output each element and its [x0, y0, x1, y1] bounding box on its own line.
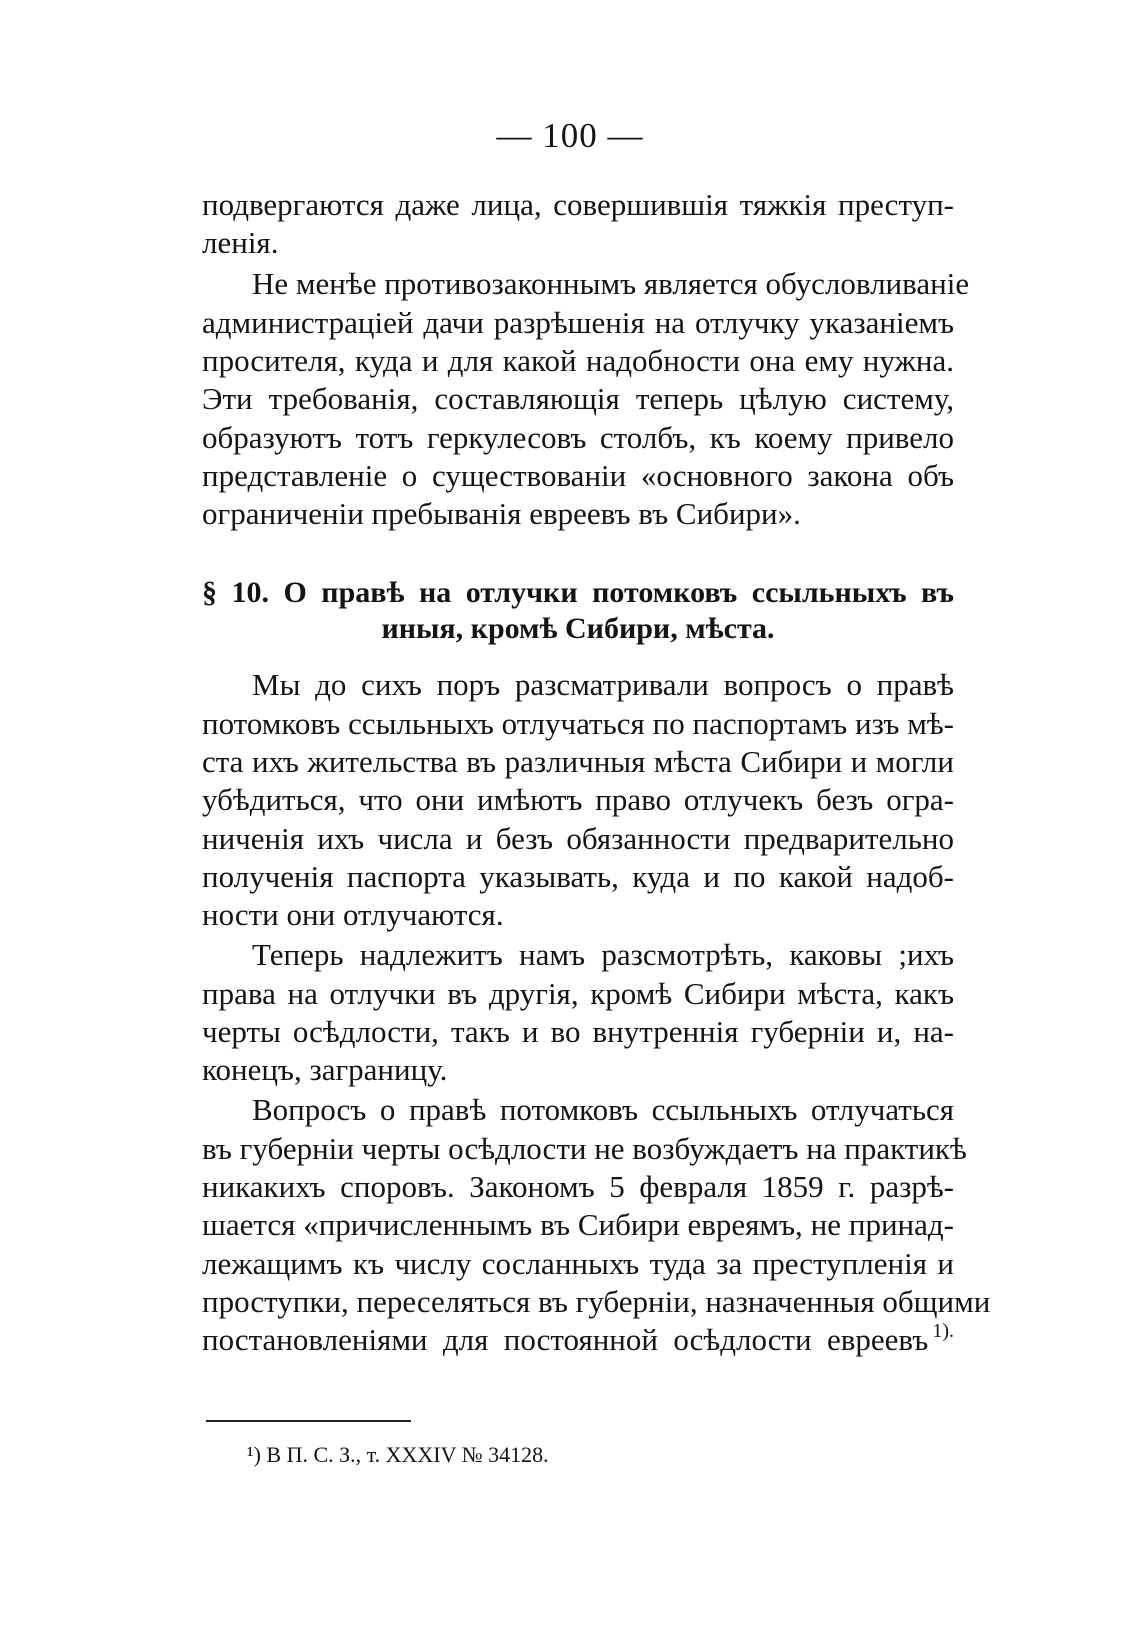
- text-line: Мы до сихъ поръ разсматривали вопросъ о правѣ: [252, 667, 954, 702]
- text-line: ограниченіи пребыванія евреевъ въ Сибири».: [202, 496, 801, 531]
- text-line: шается «причисленнымъ въ Сибири евреямъ, не принад-: [202, 1207, 954, 1242]
- text-line: черты осѣдлости, такъ и во внутреннія губерніи и, на-: [202, 1014, 954, 1049]
- text-line: Теперь надлежитъ намъ разсмотрѣть, каковы ;ихъ: [252, 937, 954, 972]
- text-line: никакихъ споровъ. Закономъ 5 февраля 1859 г. разрѣ-: [202, 1169, 954, 1204]
- text-line: ленія.: [202, 225, 279, 260]
- text-line: постановленіями для постоянной осѣдлости евреевъ: [202, 1322, 929, 1357]
- text-line: образуютъ тотъ геркулесовъ столбъ, къ коему привело: [202, 420, 954, 455]
- text-line: ниченія ихъ числа и безъ обязанности предварительно: [202, 821, 954, 856]
- text-line: Вопросъ о правѣ потомковъ ссыльныхъ отлучаться: [252, 1092, 954, 1127]
- text-line: ста ихъ жительства въ различныя мѣста Сибири и могли: [202, 744, 954, 779]
- footnote-reference: 1).: [932, 1320, 954, 1342]
- text-line-with-footnote-ref: [202, 1321, 954, 1359]
- section-heading-continued: иныя, кромѣ Сибири, мѣста.: [381, 612, 775, 645]
- text-line: подвергаются даже лица, совершившія тяжкія преступ-: [202, 187, 954, 222]
- text-line: убѣдиться, что они имѣютъ право отлучекъ безъ огра-: [202, 782, 954, 817]
- text-line: представленіе о существованіи «основного закона объ: [202, 458, 954, 493]
- text-line: администраціей дачи разрѣшенія на отлучку указаніемъ: [202, 305, 954, 340]
- text-line: въ губерніи черты осѣдлости не возбуждаетъ на практикѣ: [202, 1131, 967, 1166]
- footnote: ¹) В П. С. З., т. XXXIV № 34128.: [247, 1442, 549, 1467]
- text-line: лежащимъ къ числу сосланныхъ туда за преступленія и: [202, 1246, 954, 1281]
- page-number: — 100 —: [496, 116, 644, 155]
- text-line: права на отлучки въ другія, кромѣ Сибири мѣста, какъ: [202, 976, 954, 1011]
- text-line: просителя, куда и для какой надобности она ему нужна.: [202, 343, 954, 378]
- text-line: потомковъ ссыльныхъ отлучаться по паспортамъ изъ мѣ-: [202, 706, 954, 741]
- text-line: проступки, переселяться въ губерніи, назначенныя общими: [202, 1284, 991, 1319]
- text-line: полученія паспорта указывать, куда и по какой надоб-: [202, 859, 954, 894]
- section-heading: § 10. О правѣ на отлучки потомковъ ссыльныхъ въ: [202, 576, 954, 609]
- footnote-divider: [206, 1420, 411, 1422]
- text-line: Не менѣе противозаконнымъ является обусловливаніе: [252, 266, 970, 301]
- text-line: ности они отлучаются.: [202, 897, 504, 932]
- text-line: Эти требованія, составляющія теперь цѣлую систему,: [202, 381, 954, 416]
- text-line: конецъ, заграницу.: [202, 1052, 448, 1087]
